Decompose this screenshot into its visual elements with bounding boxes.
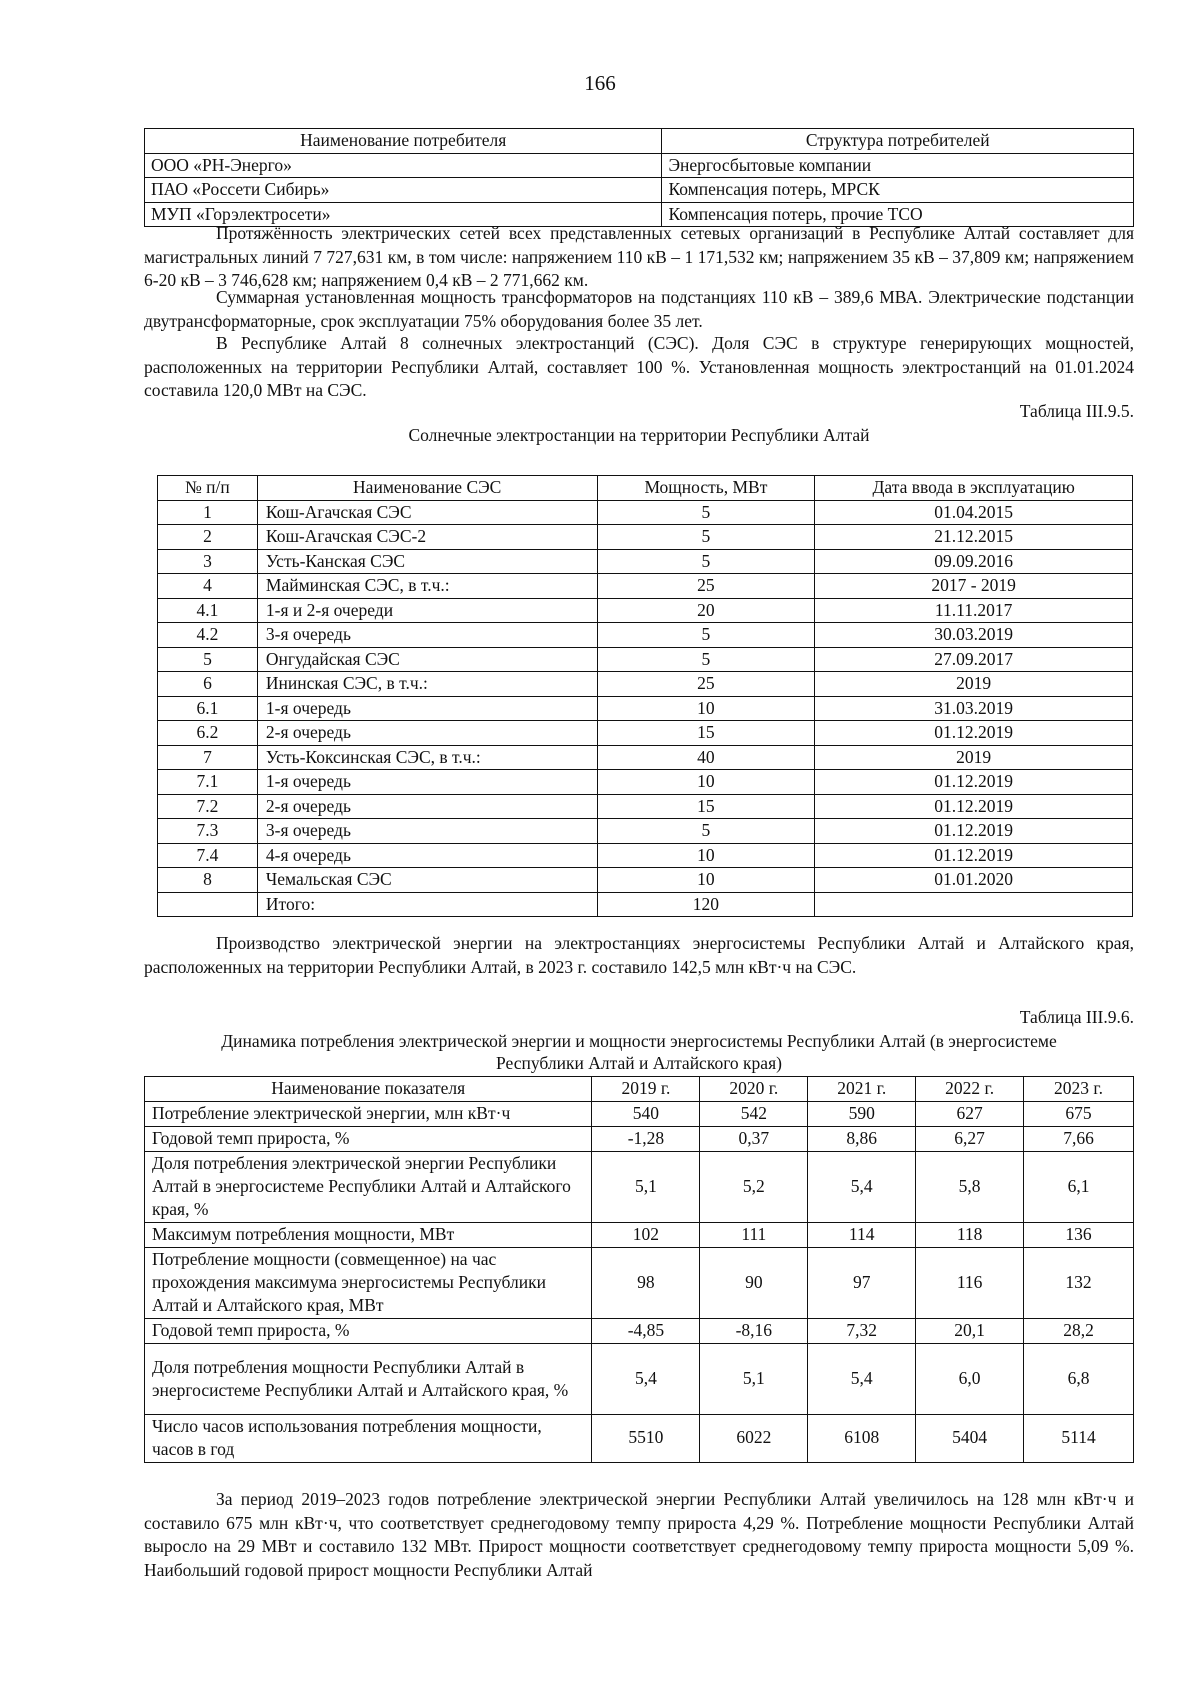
header-index: № п/п [158,476,258,501]
plant-name-cell: 1-я очередь [257,696,597,721]
indicator-value-cell: 114 [808,1222,916,1247]
header-capacity: Мощность, МВт [597,476,815,501]
capacity-cell: 5 [597,819,815,844]
indicator-name-cell: Число часов использования потребления мощности, часов в год [145,1414,592,1462]
index-cell [158,892,258,917]
table-row [158,819,1133,844]
table-title-line1: Динамика потребления электрической энергии и мощности энергосистемы Республики Алтай (в энергосистеме [221,1031,1057,1051]
table-header-row [145,1077,1134,1102]
table-header-row [158,476,1133,501]
indicator-value-cell: 590 [808,1101,916,1126]
indicator-value-cell: 20,1 [916,1318,1024,1343]
paragraph-summary: За период 2019–2023 годов потребление электрической энергии Республики Алтай увеличилось на 128 млн кВт·ч и составило 675 млн кВт·ч, что соответствует среднегодовому темпу прироста 4,29 %. Потребление мощности Республики Алтай выросло на 29 МВт и составило 132 МВт. Прирост мощности соответствует среднегодовому темпу прироста мощности 5,09 %. Наибольший годовой прирост мощности Республики Алтай [144,1489,1134,1580]
table-title: Солнечные электростанции на территории Республики Алтай [408,425,870,445]
plant-name-cell: Чемальская СЭС [257,868,597,893]
commission-date-cell: 27.09.2017 [815,647,1133,672]
indicator-name-cell: Доля потребления электрической энергии Республики Алтай в энергосистеме Республики Алтай и Алтайского края, % [145,1151,592,1222]
indicator-value-cell: 136 [1024,1222,1134,1247]
commission-date-cell: 2019 [815,745,1133,770]
indicator-value-cell: 6,0 [916,1343,1024,1414]
table-row [145,1318,1134,1343]
commission-date-cell: 01.04.2015 [815,500,1133,525]
header-plant-name: Наименование СЭС [257,476,597,501]
indicator-value-cell: -1,28 [592,1126,700,1151]
index-cell: 4.2 [158,623,258,648]
indicator-value-cell: 5,2 [700,1151,808,1222]
commission-date-cell: 21.12.2015 [815,525,1133,550]
indicator-value-cell: 5,1 [592,1151,700,1222]
capacity-cell: 5 [597,647,815,672]
indicator-name-cell: Годовой темп прироста, % [145,1126,592,1151]
consumers-table [144,128,1134,227]
commission-date-cell: 2017 - 2019 [815,574,1133,599]
consumer-structure-cell: Энергосбытовые компании [662,153,1134,178]
table-row [145,1414,1134,1462]
index-cell: 1 [158,500,258,525]
commission-date-cell: 01.12.2019 [815,794,1133,819]
header-year: 2023 г. [1024,1077,1134,1102]
header-year: 2021 г. [808,1077,916,1102]
header-commission-date: Дата ввода в эксплуатацию [815,476,1133,501]
index-cell: 2 [158,525,258,550]
commission-date-cell: 09.09.2016 [815,549,1133,574]
header-indicator: Наименование показателя [145,1077,592,1102]
indicator-value-cell: 111 [700,1222,808,1247]
capacity-cell: 5 [597,500,815,525]
commission-date-cell: 01.12.2019 [815,819,1133,844]
plant-name-cell: 4-я очередь [257,843,597,868]
indicator-value-cell: 102 [592,1222,700,1247]
indicator-value-cell: 8,86 [808,1126,916,1151]
table-title-line2: Республики Алтай и Алтайского края) [496,1053,782,1073]
table-row [158,794,1133,819]
indicator-value-cell: 97 [808,1247,916,1318]
capacity-cell: 5 [597,525,815,550]
index-cell: 8 [158,868,258,893]
table-row [158,549,1133,574]
index-cell: 7.4 [158,843,258,868]
plant-name-cell: Итого: [257,892,597,917]
paragraph-production: Производство электрической энергии на электростанциях энергосистемы Республики Алтай и Алтайского края, расположенных на территории Республики Алтай, в 2023 г. составило 142,5 млн кВт·ч на СЭС. [144,933,1134,977]
indicator-value-cell: 675 [1024,1101,1134,1126]
header-year: 2020 г. [700,1077,808,1102]
capacity-cell: 10 [597,770,815,795]
capacity-cell: 5 [597,623,815,648]
capacity-cell: 15 [597,721,815,746]
index-cell: 5 [158,647,258,672]
plant-name-cell: Усть-Канская СЭС [257,549,597,574]
table-row [145,1222,1134,1247]
commission-date-cell: 01.12.2019 [815,770,1133,795]
indicator-value-cell: 5404 [916,1414,1024,1462]
table-label: Таблица III.9.5. [1019,401,1134,421]
indicator-name-cell: Потребление электрической энергии, млн кВт·ч [145,1101,592,1126]
capacity-cell: 5 [597,549,815,574]
consumption-dynamics-table [144,1076,1134,1463]
index-cell: 6.2 [158,721,258,746]
table-row [145,1126,1134,1151]
indicator-value-cell: 7,66 [1024,1126,1134,1151]
header-consumer-name: Наименование потребителя [145,129,662,154]
capacity-cell: 10 [597,696,815,721]
table-row [145,1343,1134,1414]
plant-name-cell: Ининская СЭС, в т.ч.: [257,672,597,697]
header-year: 2019 г. [592,1077,700,1102]
consumer-name-cell: ООО «РН-Энерго» [145,153,662,178]
index-cell: 4.1 [158,598,258,623]
indicator-value-cell: 5,4 [808,1151,916,1222]
table-label: Таблица III.9.6. [1019,1007,1134,1027]
indicator-name-cell: Потребление мощности (совмещенное) на час прохождения максимума энергосистемы Республики Алтай и Алтайского края, МВт [145,1247,592,1318]
indicator-value-cell: 28,2 [1024,1318,1134,1343]
index-cell: 7 [158,745,258,770]
plant-name-cell: 3-я очередь [257,819,597,844]
capacity-cell: 25 [597,672,815,697]
indicator-value-cell: 90 [700,1247,808,1318]
capacity-cell: 10 [597,843,815,868]
index-cell: 7.3 [158,819,258,844]
consumer-name-cell: ПАО «Россети Сибирь» [145,178,662,203]
commission-date-cell: 30.03.2019 [815,623,1133,648]
indicator-value-cell: 627 [916,1101,1024,1126]
table-row [158,574,1133,599]
commission-date-cell: 01.12.2019 [815,843,1133,868]
indicator-value-cell: 542 [700,1101,808,1126]
indicator-value-cell: 116 [916,1247,1024,1318]
table-row [158,598,1133,623]
consumer-structure-cell: Компенсация потерь, МРСК [662,178,1134,203]
index-cell: 4 [158,574,258,599]
header-consumer-structure: Структура потребителей [662,129,1134,154]
indicator-value-cell: 0,37 [700,1126,808,1151]
indicator-value-cell: 118 [916,1222,1024,1247]
indicator-value-cell: 6,1 [1024,1151,1134,1222]
indicator-value-cell: -4,85 [592,1318,700,1343]
capacity-cell: 10 [597,868,815,893]
indicator-name-cell: Доля потребления мощности Республики Алтай в энергосистеме Республики Алтай и Алтайского края, % [145,1343,592,1414]
indicator-value-cell: 5,8 [916,1151,1024,1222]
commission-date-cell: 31.03.2019 [815,696,1133,721]
solar-plants-table [157,475,1133,917]
table-row [158,525,1133,550]
indicator-value-cell: 7,32 [808,1318,916,1343]
plant-name-cell: Майминская СЭС, в т.ч.: [257,574,597,599]
plant-name-cell: 1-я очередь [257,770,597,795]
paragraph-transformers: Суммарная установленная мощность трансформаторов на подстанциях 110 кВ – 389,6 МВА. Электрические подстанции двутрансформаторные, срок эксплуатации 75% оборудования более 35 лет. [144,287,1134,331]
table-row [145,1101,1134,1126]
indicator-value-cell: -8,16 [700,1318,808,1343]
table-header-row [145,129,1134,154]
table-row [158,672,1133,697]
index-cell: 7.2 [158,794,258,819]
commission-date-cell: 11.11.2017 [815,598,1133,623]
header-year: 2022 г. [916,1077,1024,1102]
indicator-value-cell: 5,4 [808,1343,916,1414]
consumer-name-cell: МУП «Горэлектросети» [145,202,662,227]
plant-name-cell: 3-я очередь [257,623,597,648]
plant-name-cell: Онгудайская СЭС [257,647,597,672]
plant-name-cell: Усть-Коксинская СЭС, в т.ч.: [257,745,597,770]
indicator-value-cell: 5510 [592,1414,700,1462]
plant-name-cell: 2-я очередь [257,721,597,746]
commission-date-cell: 2019 [815,672,1133,697]
capacity-cell: 20 [597,598,815,623]
index-cell: 6 [158,672,258,697]
indicator-value-cell: 5,4 [592,1343,700,1414]
capacity-cell: 40 [597,745,815,770]
indicator-name-cell: Максимум потребления мощности, МВт [145,1222,592,1247]
indicator-value-cell: 6108 [808,1414,916,1462]
capacity-cell: 120 [597,892,815,917]
indicator-value-cell: 98 [592,1247,700,1318]
commission-date-cell: 01.01.2020 [815,868,1133,893]
plant-name-cell: 1-я и 2-я очереди [257,598,597,623]
index-cell: 6.1 [158,696,258,721]
plant-name-cell: Кош-Агачская СЭС-2 [257,525,597,550]
capacity-cell: 15 [597,794,815,819]
table-row [158,868,1133,893]
paragraph-solar-plants: В Республике Алтай 8 солнечных электростанций (СЭС). Доля СЭС в структуре генерирующих мощностей, расположенных на территории Республики Алтай, составляет 100 %. Установленная мощность электростанций на 01.01.2024 составила 120,0 МВт на СЭС. [144,333,1134,400]
indicator-value-cell: 6,8 [1024,1343,1134,1414]
commission-date-cell [815,892,1133,917]
table-row [158,892,1133,917]
table-row [158,721,1133,746]
table-row [145,178,1134,203]
table-row [158,745,1133,770]
plant-name-cell: Кош-Агачская СЭС [257,500,597,525]
indicator-value-cell: 5,1 [700,1343,808,1414]
indicator-value-cell: 540 [592,1101,700,1126]
table-row [158,696,1133,721]
table-row [158,843,1133,868]
table-row [145,1247,1134,1318]
index-cell: 7.1 [158,770,258,795]
table-row [158,623,1133,648]
indicator-value-cell: 5114 [1024,1414,1134,1462]
capacity-cell: 25 [597,574,815,599]
index-cell: 3 [158,549,258,574]
plant-name-cell: 2-я очередь [257,794,597,819]
table-row [145,1151,1134,1222]
commission-date-cell: 01.12.2019 [815,721,1133,746]
consumer-structure-cell: Компенсация потерь, прочие ТСО [662,202,1134,227]
indicator-value-cell: 6,27 [916,1126,1024,1151]
page-number: 166 [584,71,616,95]
indicator-value-cell: 132 [1024,1247,1134,1318]
table-row [158,770,1133,795]
table-row [158,647,1133,672]
table-row [158,500,1133,525]
paragraph-networks-length: Протяжённость электрических сетей всех представленных сетевых организаций в Республике Алтай составляет для магистральных линий 7 727,631 км, в том числе: напряжением 110 кВ – 1 171,532 км; напряжением 35 кВ – 37,809 км; напряжением 6-20 кВ – 3 746,628 км; напряжением 0,4 кВ – 2 771,662 км. [144,223,1134,290]
indicator-value-cell: 6022 [700,1414,808,1462]
indicator-name-cell: Годовой темп прироста, % [145,1318,592,1343]
table-row [145,153,1134,178]
